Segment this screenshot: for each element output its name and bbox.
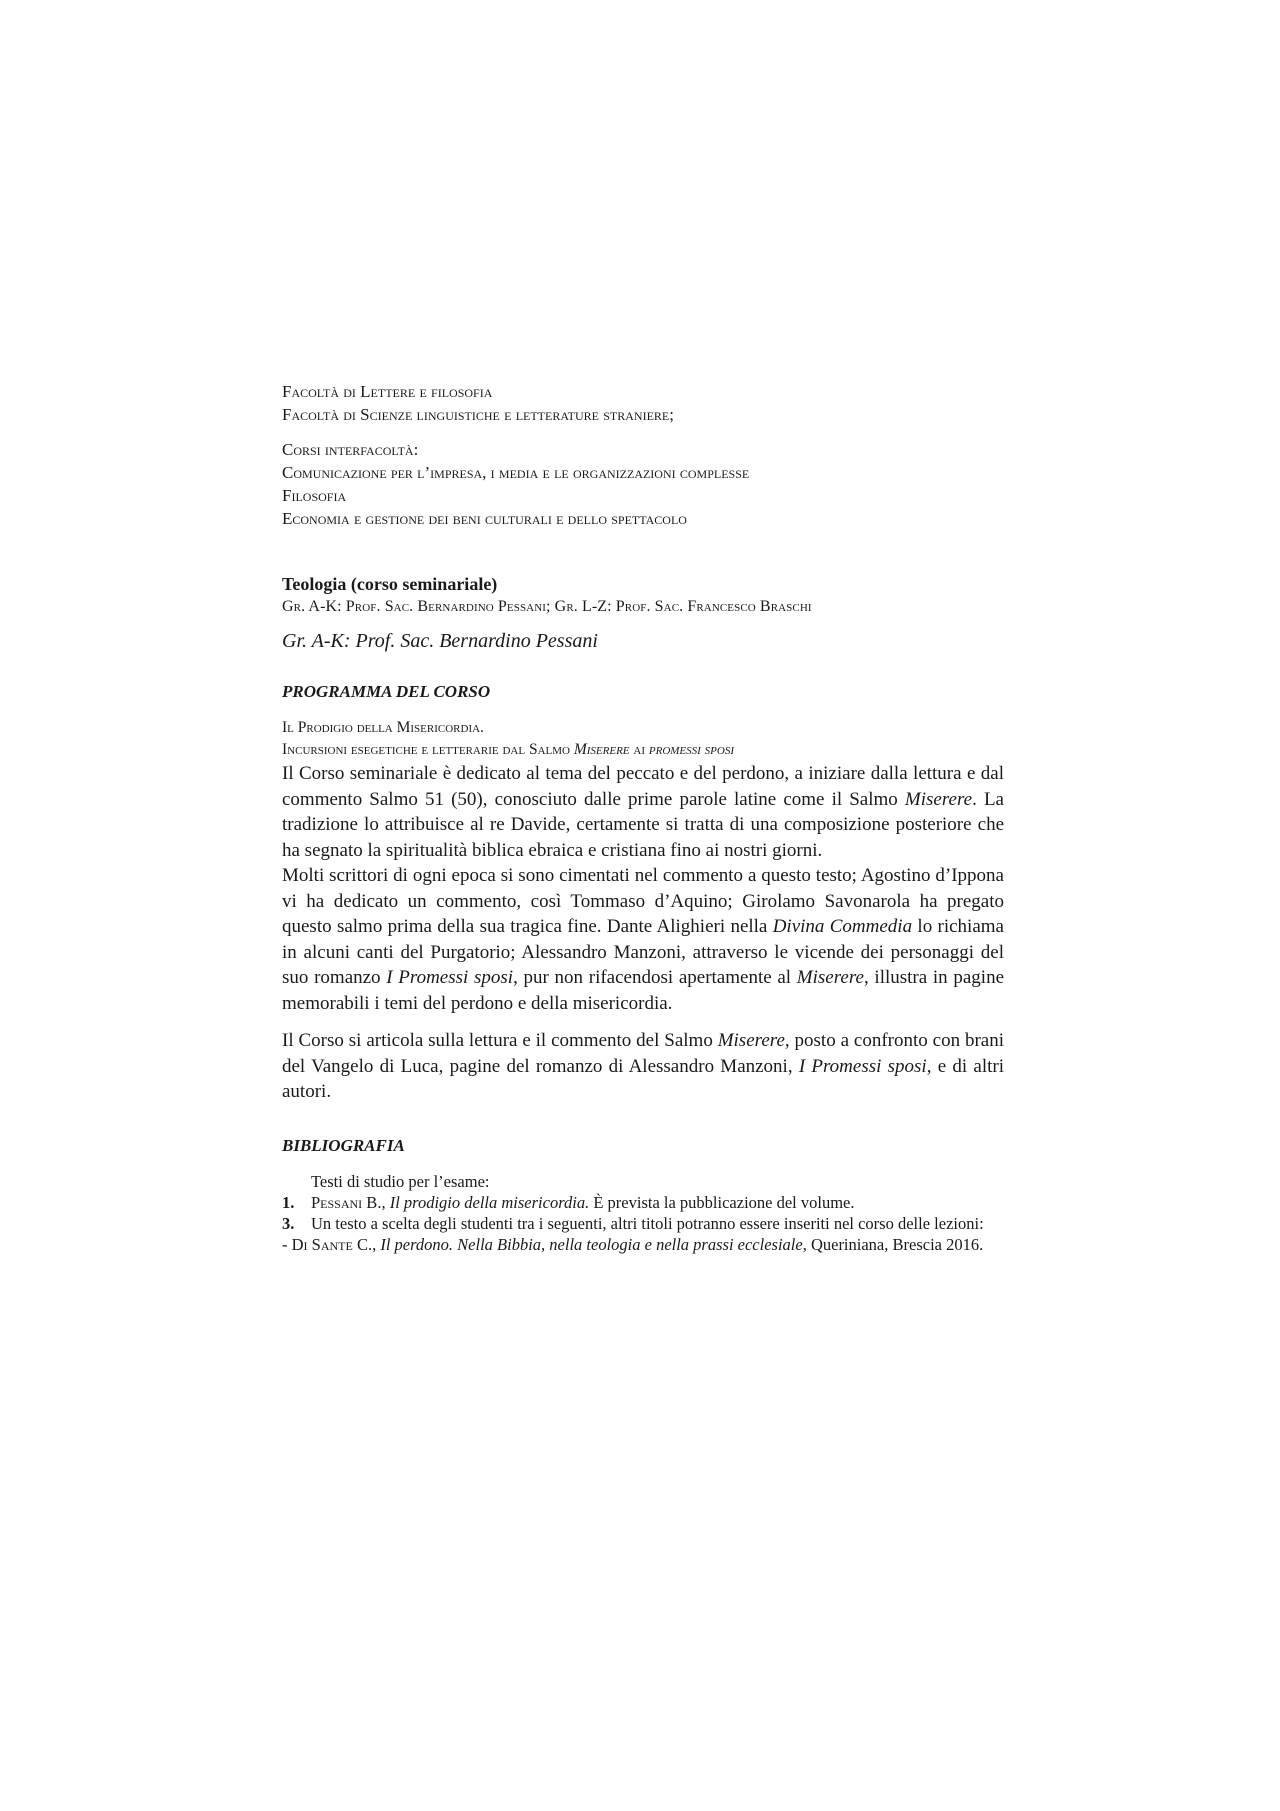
text-run: lo richiama in alcuni canti del Purgatorio; Alessandro Manzoni, attraverso le vicende dei personaggi del suo romanzo bbox=[282, 916, 1004, 988]
text-run: , illustra in pagine memorabili i temi del perdono e della misericordia. bbox=[282, 967, 1004, 1014]
item-author: Di Sante C. bbox=[291, 1234, 373, 1254]
interfaculty-block bbox=[282, 438, 1004, 530]
programma-paragraph-3 bbox=[282, 1028, 1004, 1105]
text-italic: Miserere bbox=[796, 967, 864, 988]
text-run: , posto a confronto con brani del Vangelo di Luca, pagine del romanzo di Alessandro Manzoni, bbox=[282, 1030, 1004, 1077]
programma-title bbox=[282, 717, 1004, 761]
programma-paragraph-2 bbox=[282, 863, 1004, 1016]
faculties-block bbox=[282, 380, 1004, 426]
item-rest: È prevista la pubblicazione del volume. bbox=[589, 1192, 855, 1212]
item-title: Il prodigio della misericordia. bbox=[389, 1192, 590, 1212]
item-sep: , bbox=[372, 1234, 381, 1254]
bibliografia-suggested-item bbox=[282, 1234, 1004, 1255]
item-title: Il perdono. Nella Bibbia, nella teologia e nella prassi ecclesiale bbox=[380, 1234, 803, 1254]
text-italic: I Promessi sposi bbox=[798, 1055, 927, 1077]
programma-title-line2 bbox=[282, 739, 1004, 761]
interfaculty-label: Corsi interfacoltà: bbox=[282, 440, 419, 459]
item-text bbox=[311, 1192, 1004, 1213]
title-text: Incursioni esegetiche e letterarie dal Salmo bbox=[282, 741, 574, 758]
interfaculty-course: Comunicazione per l’impresa, i media e le organizzazioni complesse bbox=[282, 463, 750, 482]
text-run: . La tradizione lo attribuisce al re Davide, certamente si tratta di una composizione posteriore che ha segnato la spiritualità biblica ebraica e cristiana fino ai nostri giorni. bbox=[282, 788, 1004, 861]
item-author: Pessani B. bbox=[311, 1192, 382, 1212]
title-text: ai bbox=[629, 741, 649, 758]
bibliografia-intro: Testi di studio per l’esame: bbox=[311, 1171, 490, 1191]
text-italic: Divina Commedia bbox=[772, 916, 913, 937]
text-run: , pur non rifacendosi apertamente al bbox=[513, 967, 797, 988]
course-teachers: Gr. A-K: Prof. Sac. Bernardino Pessani; Gr. L-Z: Prof. Sac. Francesco Braschi bbox=[282, 598, 812, 615]
item-rest: , Queriniana, Brescia 2016. bbox=[802, 1234, 984, 1254]
bibliografia-heading: BIBLIOGRAFIA bbox=[282, 1135, 405, 1155]
title-italic: promessi sposi bbox=[648, 741, 735, 758]
title-italic: Miserere bbox=[573, 741, 630, 758]
bibliografia-list bbox=[282, 1171, 1004, 1255]
text-run: Molti scrittori di ogni epoca si sono cimentati nel commento a questo testo; Agostino d’Ippona vi ha dedicato un commento, così Tommaso d’Aquino; Girolamo Savonarola ha pregato questo salmo prima della sua tragica fine. Dante Alighieri nella bbox=[282, 865, 1004, 937]
course-title: Teologia (corso seminariale) bbox=[282, 574, 498, 594]
document-page bbox=[282, 380, 1004, 1255]
faculty-line: Facoltà di Scienze linguistiche e letterature straniere; bbox=[282, 405, 674, 424]
group-heading: Gr. A-K: Prof. Sac. Bernardino Pessani bbox=[282, 630, 598, 652]
text-run: Il Corso seminariale è dedicato al tema del peccato e del perdono, a iniziare dalla lettura e dal commento Salmo 51 (50), conosciuto dalle prime parole latine come il Salmo bbox=[282, 763, 1004, 810]
interfaculty-course: Filosofia bbox=[282, 486, 347, 505]
programma-paragraph-1 bbox=[282, 761, 1004, 863]
item-text: Un testo a scelta degli studenti tra i seguenti, altri titoli potranno essere inseriti nel corso delle lezioni: bbox=[311, 1213, 984, 1233]
text-italic: Miserere bbox=[717, 1030, 785, 1051]
programma-title-line1: Il Prodigio della Misericordia. bbox=[282, 719, 484, 736]
interfaculty-course: Economia e gestione dei beni culturali e dello spettacolo bbox=[282, 509, 687, 528]
text-italic: Miserere bbox=[904, 788, 973, 810]
bibliografia-item bbox=[282, 1192, 1004, 1213]
item-dash: - bbox=[282, 1234, 292, 1254]
faculty-line: Facoltà di Lettere e filosofia bbox=[282, 382, 493, 401]
item-number: 1. bbox=[282, 1192, 295, 1212]
text-run: Il Corso si articola sulla lettura e il commento del Salmo bbox=[282, 1030, 718, 1051]
programma-heading: PROGRAMMA DEL CORSO bbox=[282, 682, 491, 701]
text-italic: I Promessi sposi bbox=[386, 967, 514, 988]
item-number: 3. bbox=[282, 1213, 295, 1233]
bibliografia-item bbox=[282, 1213, 1004, 1234]
item-sep: , bbox=[381, 1192, 390, 1212]
text-run: , e di altri autori. bbox=[282, 1055, 1004, 1102]
